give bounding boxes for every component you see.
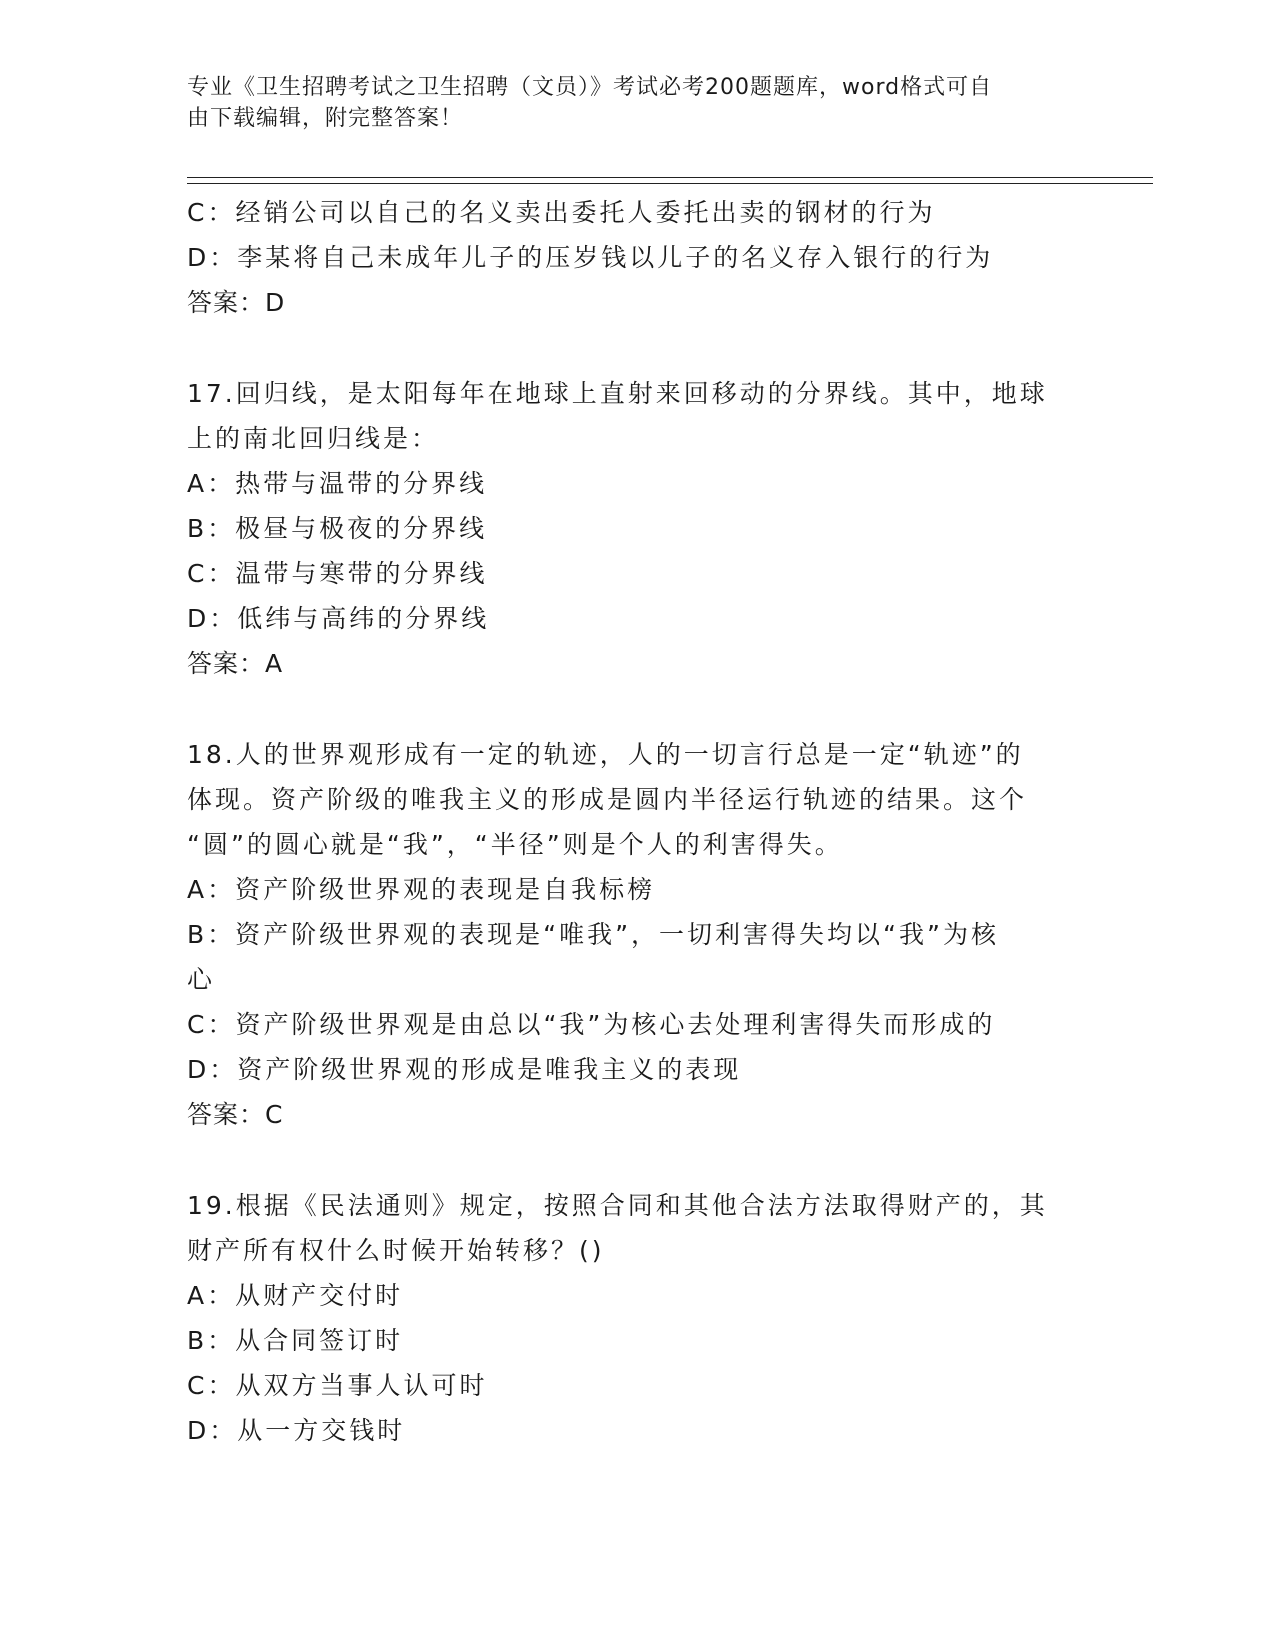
question-text-line-1: 17.回归线，是太阳每年在地球上直射来回移动的分界线。其中，地球 <box>187 379 1048 408</box>
answer-label: 答案：C <box>187 1100 284 1129</box>
question-text-line-3: “圆”的圆心就是“我”，“半径”则是个人的利害得失。 <box>187 830 843 859</box>
option-c: C：经销公司以自己的名义卖出委托人委托出卖的钢材的行为 <box>187 198 936 227</box>
option-d: D：低纬与高纬的分界线 <box>187 604 490 633</box>
question-16-tail <box>187 190 1087 325</box>
question-list <box>187 190 1087 1453</box>
answer-label: 答案：D <box>187 288 286 317</box>
answer-label: 答案：A <box>187 649 284 678</box>
option-c: C：资产阶级世界观是由总以“我”为核心去处理利害得失而形成的 <box>187 1010 996 1039</box>
question-text-line-2: 上的南北回归线是： <box>187 424 440 453</box>
question-text-line-1: 19.根据《民法通则》规定，按照合同和其他合法方法取得财产的，其 <box>187 1191 1048 1220</box>
document-header <box>187 72 1067 134</box>
question-17 <box>187 371 1087 686</box>
option-d: D：从一方交钱时 <box>187 1416 406 1445</box>
option-b: B：极昼与极夜的分界线 <box>187 514 488 543</box>
option-d: D：李某将自己未成年儿子的压岁钱以儿子的名义存入银行的行为 <box>187 243 994 272</box>
option-b: B：从合同签订时 <box>187 1326 404 1355</box>
option-c: C：从双方当事人认可时 <box>187 1371 488 1400</box>
spacer <box>187 1137 1087 1183</box>
option-a: A：从财产交付时 <box>187 1281 404 1310</box>
spacer <box>187 325 1087 371</box>
option-b-line-1: B：资产阶级世界观的表现是“唯我”，一切利害得失均以“我”为核 <box>187 920 999 949</box>
question-text-line-2: 财产所有权什么时候开始转移？() <box>187 1236 605 1265</box>
option-a: A：热带与温带的分界线 <box>187 469 488 498</box>
question-text-line-2: 体现。资产阶级的唯我主义的形成是圆内半径运行轨迹的结果。这个 <box>187 785 1028 814</box>
spacer <box>187 686 1087 732</box>
question-text-line-1: 18.人的世界观形成有一定的轨迹，人的一切言行总是一定“轨迹”的 <box>187 740 1024 769</box>
option-d: D：资产阶级世界观的形成是唯我主义的表现 <box>187 1055 742 1084</box>
question-19 <box>187 1183 1087 1453</box>
header-line-2: 由下载编辑，附完整答案！ <box>187 106 464 131</box>
option-c: C：温带与寒带的分界线 <box>187 559 488 588</box>
question-18 <box>187 732 1087 1137</box>
option-a: A：资产阶级世界观的表现是自我标榜 <box>187 875 656 904</box>
header-line-1: 专业《卫生招聘考试之卫生招聘（文员）》考试必考200题题库，word格式可自 <box>187 75 993 100</box>
header-divider-top <box>187 177 1153 178</box>
header-divider-bottom <box>187 183 1153 184</box>
option-b-line-2: 心 <box>187 965 216 994</box>
